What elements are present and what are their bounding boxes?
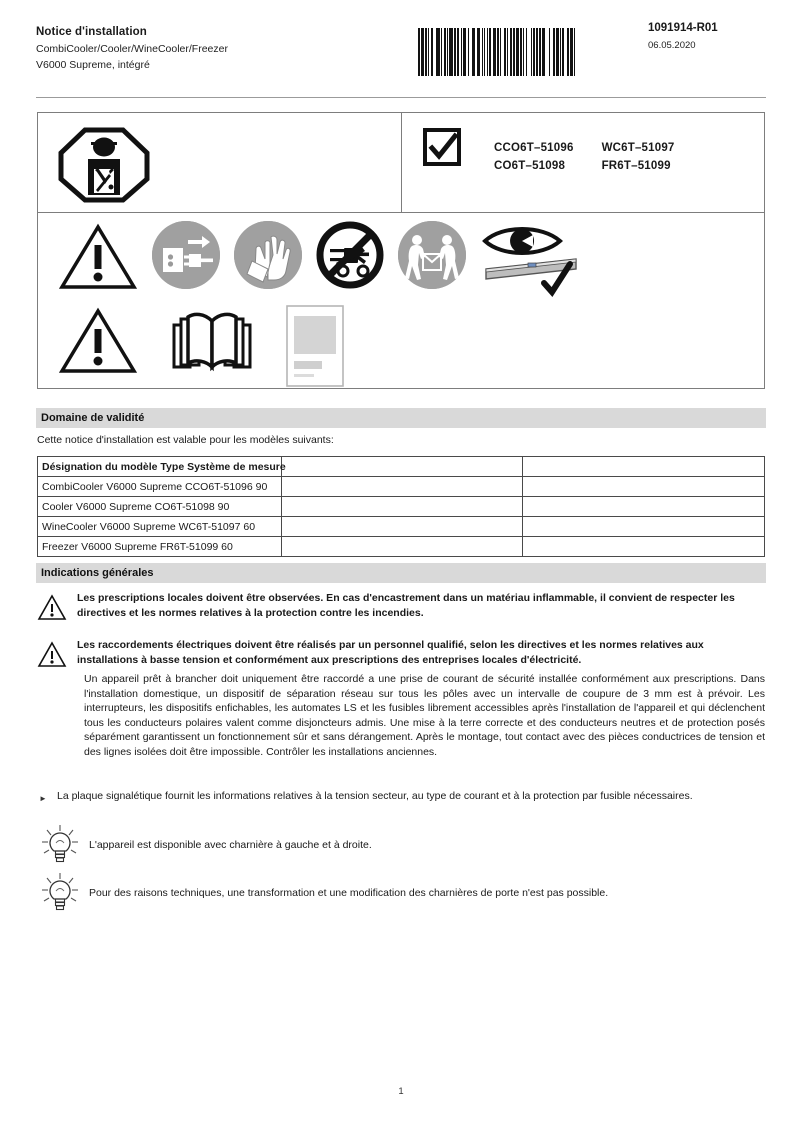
model-numbers [494, 139, 675, 175]
wear-gloves-icon [234, 221, 302, 289]
header-subtitle-line1: CombiCooler/Cooler/WineCooler/Freezer [36, 43, 228, 55]
body-paragraph: Un appareil prêt à brancher doit uniquement être raccordé a une prise de courant de sécurité installée conformément aux prescriptions. Dans l'installation domestique, un dispositif de séparation réseau sur tous les pôles avec un intervalle de coupure de 3 mm est à prévoir. Les interrupteurs, les dispositifs enfichables, les automates LS et les fusibles librement accessibles après l'installation de l'appareil et qui déclenchent tous les conducteurs polaires valent comme disjoncteurs admis. Une mise à la terre correcte et des conducteurs neutres et de protection posés séparément garantissent un fonctionnement sûr et sans dérangement. Après le montage, tout contact avec des pièces conductrices de tension et des lignes isolées doit être impossible. Contrôler les installations anciennes. [84, 673, 765, 758]
pictogram-frame [37, 112, 765, 389]
tip-text: Pour des raisons techniques, une transformation et une modification des charnières de porte n'est pas possible. [89, 887, 609, 899]
table-row [38, 537, 765, 557]
bullet-text: La plaque signalétique fournit les informations relatives à la tension secteur, au type de courant et à la protection par fusible nécessaires. [57, 790, 693, 802]
section-lead-domaine: Cette notice d'installation est valable pour les modèles suivants: [37, 434, 334, 446]
model-number: CO6T–51098 [494, 160, 566, 172]
table-cell-type [282, 537, 523, 557]
do-not-cut-cable-icon [316, 221, 384, 294]
page-number: 1 [398, 1086, 404, 1097]
tip-text: L'appareil est disponible avec charnière à gauche et à droite. [89, 839, 372, 851]
tip-block-1 [37, 822, 766, 873]
header-meta [648, 22, 778, 51]
table-cell-measure [523, 517, 765, 537]
safety-icon-row-2 [58, 305, 344, 392]
pictogram-row-safety [38, 213, 764, 389]
header-subtitle-line2: V6000 Supreme, intégré [36, 59, 150, 71]
section-heading-indications: Indications générales [36, 563, 766, 583]
read-manual-icon [168, 305, 256, 382]
bullet-arrow-icon: ► [39, 794, 47, 803]
models-table [37, 456, 765, 557]
table-header-cell: Désignation du modèle Type Système de mesure [38, 457, 282, 477]
model-numbers-cell [402, 113, 764, 212]
model-number: CCO6T–51096 [494, 142, 574, 154]
bullet-item [37, 789, 766, 807]
qualified-installer-octagon-icon [58, 127, 150, 208]
warning-triangle-icon [37, 638, 77, 673]
table-cell-measure [523, 537, 765, 557]
unplug-power-icon [152, 221, 220, 289]
table-cell-model: CombiCooler V6000 Supreme CCO6T-51096 90 [38, 477, 282, 497]
table-cell-measure [523, 497, 765, 517]
document-date: 06.05.2020 [648, 40, 696, 51]
table-header-row [38, 457, 765, 477]
two-person-lift-icon [398, 221, 466, 289]
warning-block-2 [37, 638, 766, 673]
model-number: WC6T–51097 [601, 142, 675, 154]
warning-text: Les raccordements électriques doivent être réalisés par un personnel qualifié, selon les directives et les normes relatives aux installations à basse tension et conformément aux prescriptions des entreprises locales d'électricité. [77, 639, 704, 666]
table-cell-model: Freezer V6000 Supreme FR6T-51099 60 [38, 537, 282, 557]
table-cell-type [282, 517, 523, 537]
table-header-cell [282, 457, 523, 477]
table-cell-type [282, 497, 523, 517]
lightbulb-icon [37, 822, 89, 873]
lightbulb-icon [37, 870, 89, 921]
table-cell-measure [523, 477, 765, 497]
safety-icon-row-1 [58, 221, 590, 302]
warning-text: Les prescriptions locales doivent être observées. En cas d'encastrement dans un matériau inflammable, il convient de respecter les directives et les normes relatives à la protection contre les incendies. [77, 592, 735, 619]
model-column-1 [494, 139, 574, 175]
table-row [38, 477, 765, 497]
page-title: Notice d'installation [36, 26, 147, 38]
table-cell-model: WineCooler V6000 Supreme WC6T-51097 60 [38, 517, 282, 537]
table-cell-type [282, 477, 523, 497]
document-code: 1091914-R01 [648, 22, 718, 34]
checked-checkbox-icon [422, 127, 462, 172]
tip-block-2 [37, 870, 766, 921]
warning-triangle-icon [58, 305, 138, 382]
warning-block-1 [37, 591, 766, 626]
table-row [38, 497, 765, 517]
pictogram-row-models [38, 113, 764, 213]
qualified-person-cell [38, 113, 402, 212]
warning-triangle-icon [58, 221, 138, 298]
document-page-icon [286, 305, 344, 392]
header-divider [36, 97, 766, 98]
barcode-icon [418, 28, 576, 76]
model-column-2 [602, 139, 675, 175]
check-level-alignment-icon [480, 221, 590, 302]
model-number: FR6T–51099 [601, 160, 671, 172]
warning-triangle-icon [37, 591, 77, 626]
table-row [38, 517, 765, 537]
table-cell-model: Cooler V6000 Supreme CO6T-51098 90 [38, 497, 282, 517]
section-heading-domaine: Domaine de validité [36, 408, 766, 428]
table-header-cell [523, 457, 765, 477]
